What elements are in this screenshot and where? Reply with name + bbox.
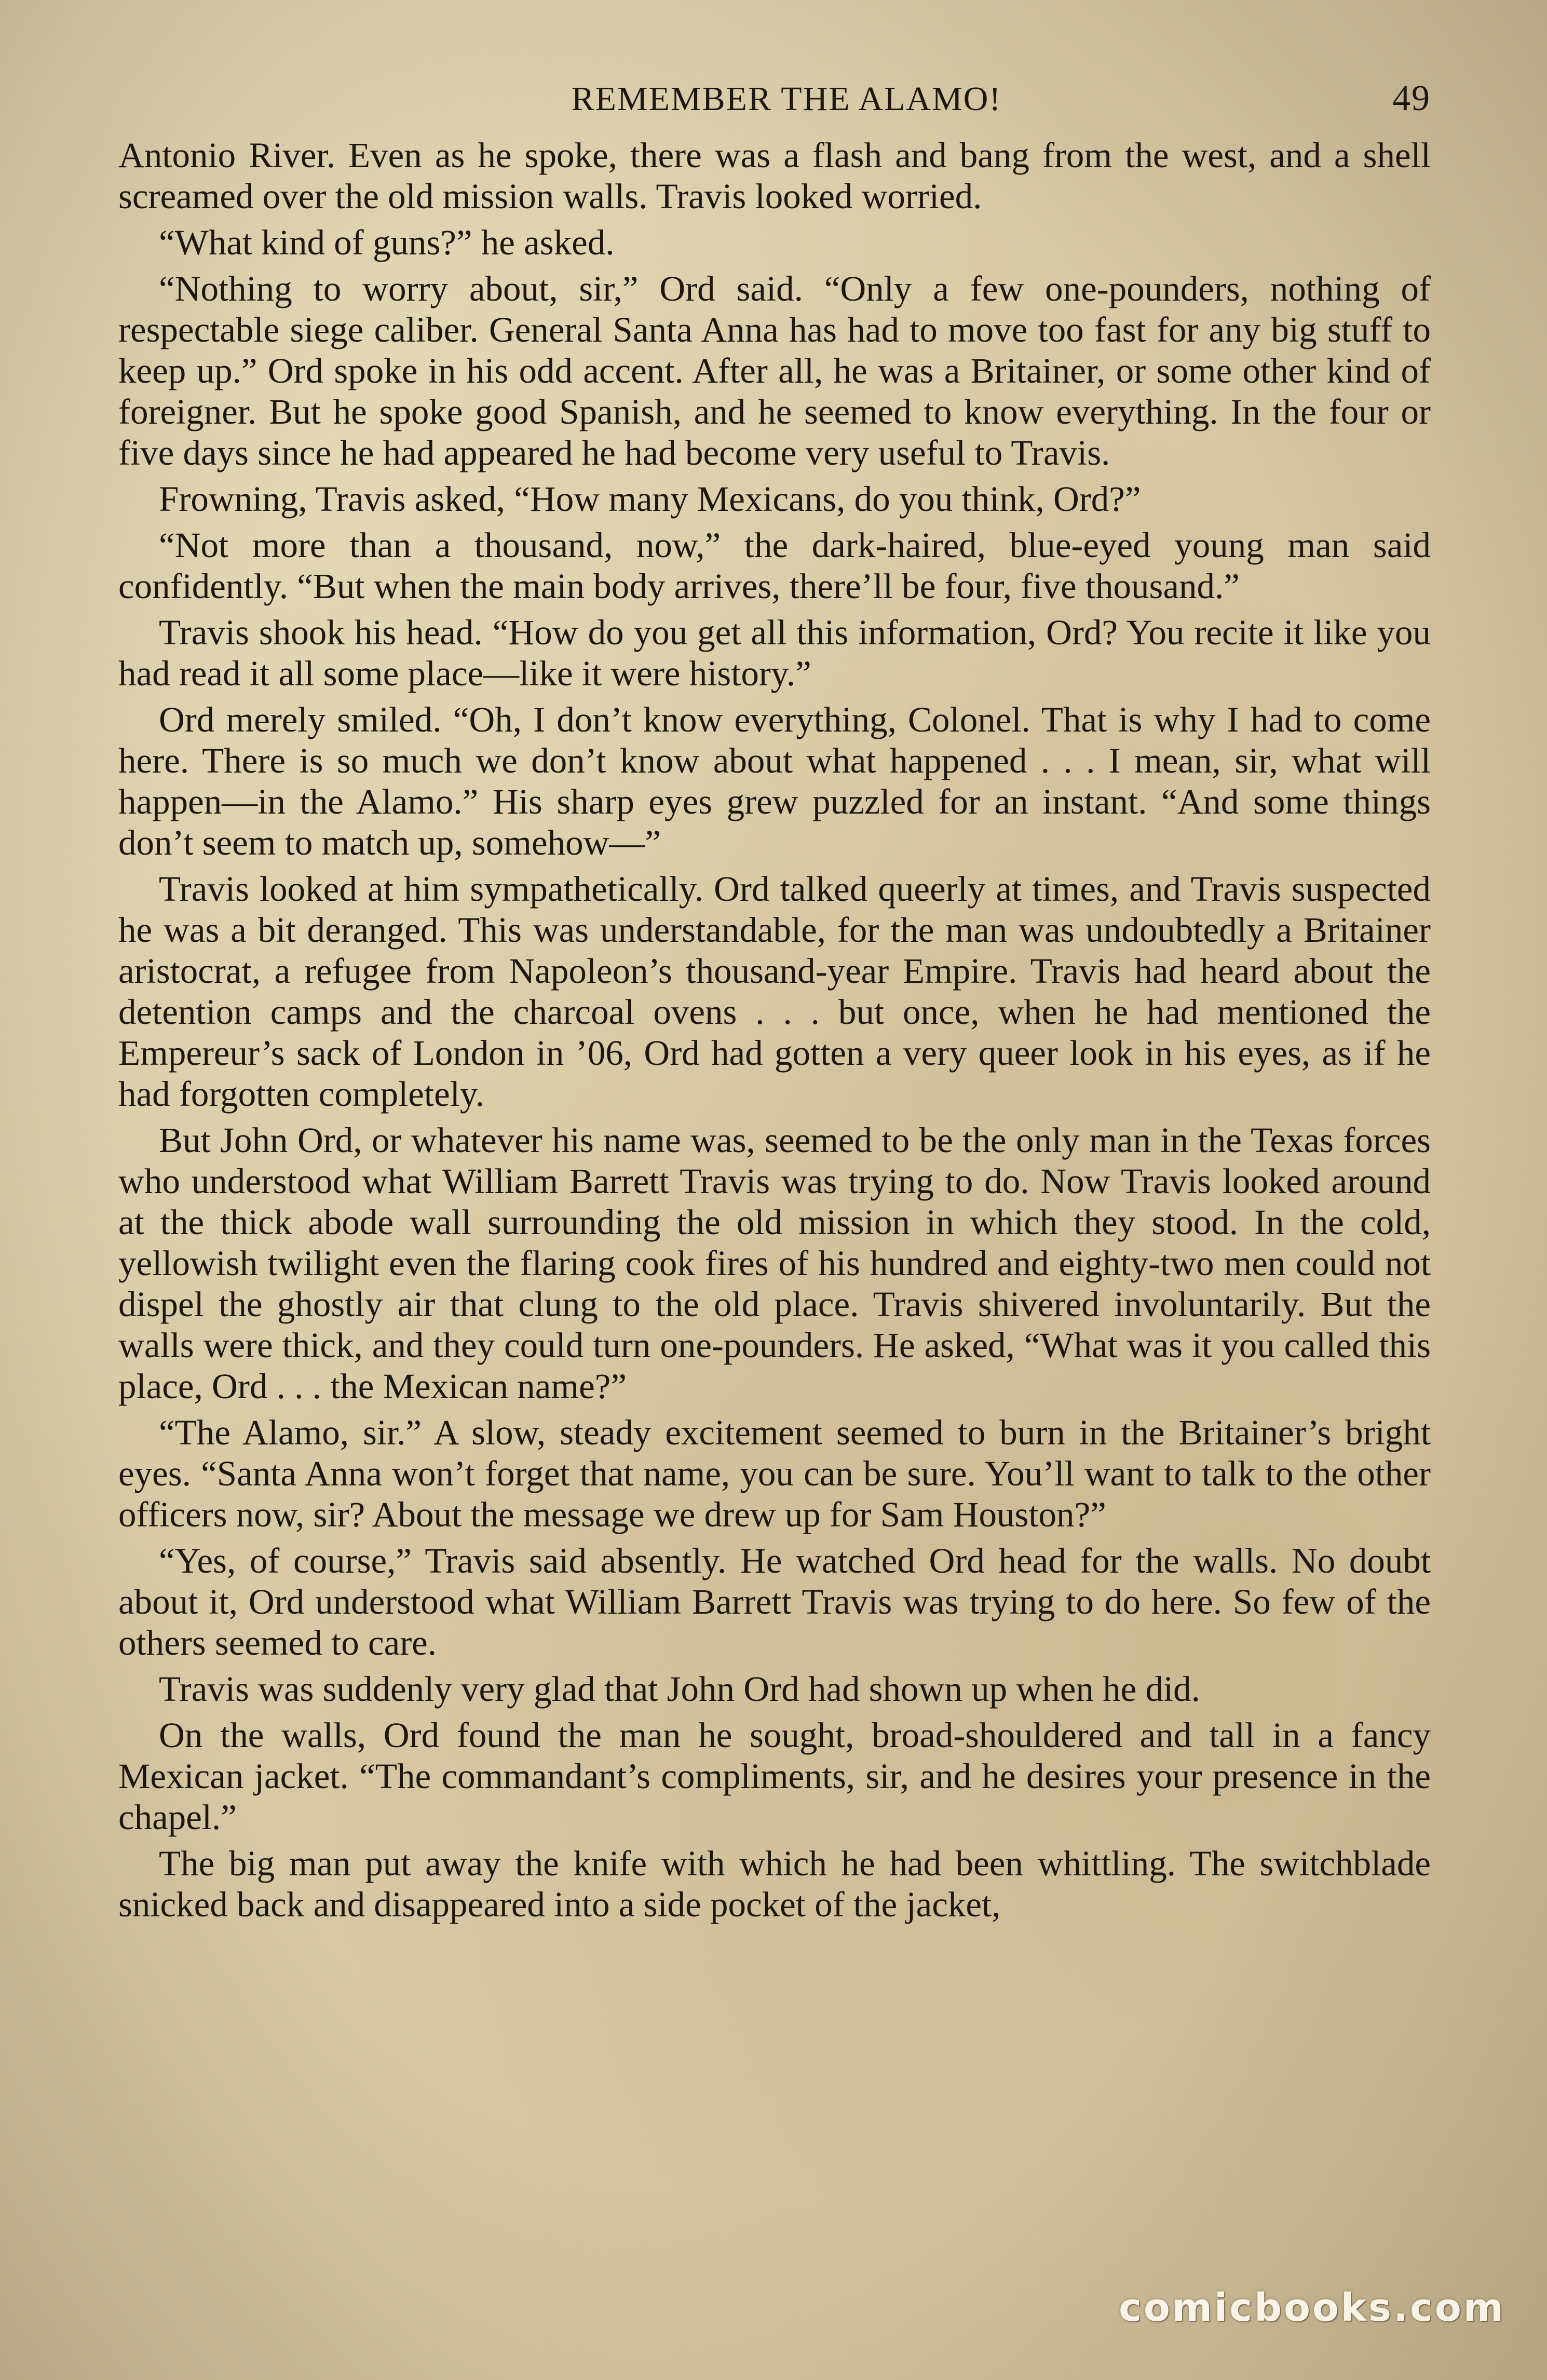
paragraph: On the walls, Ord found the man he sought, broad-shouldered and tall in a fancy Mexican jacket. “The commandant’s compliments, sir, and he desires your presence in the chapel.” (118, 1715, 1431, 1837)
paragraph: “Not more than a thousand, now,” the dark-haired, blue-eyed young man said confidently. “But when the main body arrives, there’ll be four, five thousand.” (118, 525, 1431, 606)
running-title: REMEMBER THE ALAMO! (571, 80, 1002, 118)
paragraph: Travis was suddenly very glad that John Ord had shown up when he did. (159, 1669, 1200, 1709)
paragraph: “The Alamo, sir.” A slow, steady excitement seemed to burn in the Britainer’s bright eyes. “Santa Anna won’t forget that name, you can be sure. You’ll want to talk to the other officers now, sir? About the message we drew up for Sam Houston?” (118, 1413, 1431, 1534)
page-number: 49 (1392, 78, 1431, 118)
page-header (118, 78, 1431, 135)
paragraph: “Yes, of course,” Travis said absently. He watched Ord head for the walls. No doubt about it, Ord understood what William Barrett Travis was trying to do here. So few of the others seemed to care. (118, 1541, 1431, 1662)
site-watermark: comicbooks.com (1119, 2286, 1505, 2330)
book-page (118, 78, 1431, 2321)
paragraph: Ord merely smiled. “Oh, I don’t know everything, Colonel. That is why I had to come here. There is so much we don’t know about what happened . . . I mean, sir, what will happen—in the Alamo.” His sharp eyes grew puzzled for an instant. “And some things don’t seem to match up, somehow—” (118, 700, 1431, 862)
paragraph: “What kind of guns?” he asked. (159, 223, 615, 262)
paragraph: Antonio River. Even as he spoke, there was a flash and bang from the west, and a shell screamed over the old mission walls. Travis looked worried. (118, 136, 1431, 216)
paragraph: Travis looked at him sympathetically. Ord talked queerly at times, and Travis suspected he was a bit deranged. This was understandable, for the man was undoubtedly a Britainer aristocrat, a refugee from Napoleon’s thousand-year Empire. Travis had heard about the detention camps and the charcoal ovens . . . but once, when he had mentioned the Empereur’s sack of London in ’06, Ord had gotten a very queer look in his eyes, as if he had forgotten completely. (118, 869, 1431, 1114)
paragraph: The big man put away the knife with which he had been whittling. The switchblade snicked back and disappeared into a side pocket of the jacket, (118, 1844, 1431, 1924)
paragraph: “Nothing to worry about, sir,” Ord said. “Only a few one-pounders, nothing of respectable siege caliber. General Santa Anna has had to move too fast for any big stuff to keep up.” Ord spoke in his odd accent. After all, he was a Britainer, or some other kind of foreigner. But he spoke good Spanish, and he seemed to know everything. In the four or five days since he had appeared he had become very useful to Travis. (118, 269, 1431, 472)
body-text (118, 135, 1431, 1925)
paragraph: Frowning, Travis asked, “How many Mexicans, do you think, Ord?” (159, 479, 1141, 519)
paragraph: Travis shook his head. “How do you get all this information, Ord? You recite it like you had read it all some place—like it were history.” (118, 613, 1431, 693)
paragraph: But John Ord, or whatever his name was, seemed to be the only man in the Texas forces who understood what William Barrett Travis was trying to do. Now Travis looked around at the thick abode wall surrounding the old mission in which they stood. In the cold, yellowish twilight even the flaring cook fires of his hundred and eighty-two men could not dispel the ghostly air that clung to the old place. Travis shivered involuntarily. But the walls were thick, and they could turn one-pounders. He asked, “What was it you called this place, Ord . . . the Mexican name?” (118, 1120, 1431, 1406)
